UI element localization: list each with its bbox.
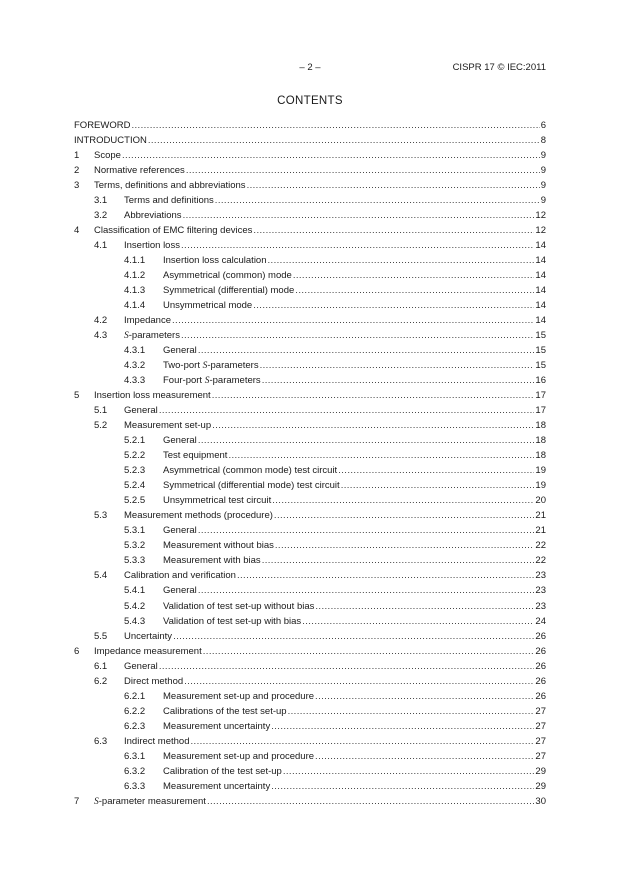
- dot-leader: [198, 433, 535, 448]
- toc-entry[interactable]: [74, 719, 546, 734]
- toc-entry-title: INTRODUCTION: [74, 133, 148, 148]
- toc-entry[interactable]: [74, 208, 546, 223]
- dot-leader: [148, 133, 540, 148]
- dot-leader: [274, 508, 535, 523]
- toc-entry-page: 29: [535, 780, 546, 792]
- toc-entry-title: S-parameters: [124, 328, 181, 344]
- toc-entry-page: 15: [535, 345, 546, 357]
- toc-entry-title: Unsymmetrical mode: [163, 298, 253, 313]
- toc-entry[interactable]: [74, 614, 546, 629]
- dot-leader: [207, 794, 534, 809]
- toc-entry[interactable]: [74, 328, 546, 343]
- toc-entry-page: 27: [535, 705, 546, 717]
- dot-leader: [338, 463, 534, 478]
- toc-entry-number: 5.5: [94, 630, 108, 642]
- toc-entry-number: 5.2: [94, 420, 108, 432]
- toc-entry-number: 4.1: [94, 240, 108, 252]
- dot-leader: [302, 614, 534, 629]
- toc-entry[interactable]: [74, 373, 546, 388]
- toc-entry[interactable]: [74, 403, 546, 418]
- toc-entry-number: 4.2: [94, 315, 108, 327]
- toc-entry[interactable]: [74, 779, 546, 794]
- toc-entry[interactable]: [74, 343, 546, 358]
- toc-entry-number: 5.4.3: [124, 615, 146, 627]
- toc-entry[interactable]: [74, 148, 546, 163]
- dot-leader: [253, 223, 534, 238]
- dot-leader: [271, 719, 534, 734]
- toc-entry-page: 12: [535, 225, 546, 237]
- toc-entry[interactable]: [74, 478, 546, 493]
- table-of-contents: [74, 118, 546, 809]
- toc-entry-number: 3.2: [94, 210, 108, 222]
- toc-entry-number: 6.2: [94, 675, 108, 687]
- toc-entry-number: 5.4.1: [124, 585, 146, 597]
- toc-entry-number: 6.2.2: [124, 705, 146, 717]
- toc-entry-page: 26: [535, 645, 546, 657]
- toc-entry-page: 14: [535, 315, 546, 327]
- toc-entry-title: Calibration and verification: [124, 568, 237, 583]
- toc-entry-number: 4.1.4: [124, 300, 146, 312]
- dot-leader: [159, 659, 535, 674]
- toc-entry-title: Impedance measurement: [94, 644, 203, 659]
- toc-entry-page: 27: [535, 720, 546, 732]
- toc-entry-number: 3.1: [94, 195, 108, 207]
- toc-entry[interactable]: [74, 583, 546, 598]
- toc-entry-number: 5.3.3: [124, 555, 146, 567]
- toc-entry[interactable]: [74, 178, 546, 193]
- toc-entry-page: 21: [535, 525, 546, 537]
- toc-entry-number: 4.3: [94, 330, 108, 342]
- toc-entry-number: 4.3.2: [124, 360, 146, 372]
- toc-entry-number: 6.1: [94, 660, 108, 672]
- toc-entry-title: Impedance: [124, 313, 172, 328]
- toc-entry-number: 5.3.2: [124, 540, 146, 552]
- toc-entry-title: Classification of EMC filtering devices: [94, 223, 253, 238]
- toc-entry-page: 14: [535, 285, 546, 297]
- dot-leader: [131, 118, 539, 133]
- toc-entry-number: 4.1.1: [124, 255, 146, 267]
- toc-entry[interactable]: [74, 553, 546, 568]
- toc-entry-page: 30: [535, 795, 546, 807]
- toc-entry[interactable]: [74, 674, 546, 689]
- dot-leader: [212, 418, 534, 433]
- toc-entry-page: 26: [535, 660, 546, 672]
- toc-entry-title: Measurement set-up and procedure: [163, 749, 315, 764]
- toc-entry-number: 5.2.3: [124, 465, 146, 477]
- toc-entry-number: 5.2.2: [124, 450, 146, 462]
- toc-entry-number: 5.3.1: [124, 525, 146, 537]
- toc-entry-title: Insertion loss calculation: [163, 253, 268, 268]
- toc-entry-title: Abbreviations: [124, 208, 183, 223]
- toc-entry-page: 18: [535, 420, 546, 432]
- dot-leader: [173, 629, 534, 644]
- toc-entry-page: 17: [535, 405, 546, 417]
- toc-entry[interactable]: [74, 193, 546, 208]
- toc-entry-title: Validation of test set-up without bias: [163, 599, 315, 614]
- dot-leader: [172, 313, 534, 328]
- toc-entry-page: 26: [535, 690, 546, 702]
- toc-entry-page: 9: [540, 165, 546, 177]
- toc-entry-title: Scope: [94, 148, 122, 163]
- toc-entry-title: Uncertainty: [124, 629, 173, 644]
- toc-entry[interactable]: [74, 538, 546, 553]
- dot-leader: [315, 749, 534, 764]
- toc-entry-number: 6.3.3: [124, 780, 146, 792]
- toc-entry-page: 21: [535, 510, 546, 522]
- toc-entry-number: 6.2.3: [124, 720, 146, 732]
- dot-leader: [237, 568, 534, 583]
- dot-leader: [215, 193, 540, 208]
- toc-entry-title: Measurement set-up: [124, 418, 212, 433]
- toc-entry-title: Indirect method: [124, 734, 190, 749]
- toc-entry-page: 27: [535, 750, 546, 762]
- toc-entry-page: 23: [535, 585, 546, 597]
- toc-entry-page: 19: [535, 465, 546, 477]
- toc-entry-title: General: [163, 583, 198, 598]
- toc-entry-title: Calibrations of the test set-up: [163, 704, 288, 719]
- toc-entry-page: 22: [535, 540, 546, 552]
- toc-entry-number: 5.2.4: [124, 480, 146, 492]
- dot-leader: [260, 358, 535, 373]
- dot-leader: [283, 764, 535, 779]
- toc-entry-title: General: [124, 403, 159, 418]
- toc-entry-number: 4.1.3: [124, 285, 146, 297]
- dot-leader: [247, 178, 540, 193]
- dot-leader: [253, 298, 534, 313]
- dot-leader: [212, 388, 535, 403]
- toc-entry[interactable]: [74, 629, 546, 644]
- toc-entry[interactable]: [74, 704, 546, 719]
- toc-entry-page: 9: [540, 195, 546, 207]
- toc-entry-title: Asymmetrical (common mode) test circuit: [163, 463, 338, 478]
- contents-title: CONTENTS: [277, 95, 343, 107]
- toc-entry-page: 14: [535, 300, 546, 312]
- toc-entry-number: 5.1: [94, 405, 108, 417]
- toc-entry-title: Measurement with bias: [163, 553, 262, 568]
- toc-entry[interactable]: [74, 283, 546, 298]
- toc-entry-title: Unsymmetrical test circuit: [163, 493, 272, 508]
- toc-entry-page: 16: [535, 375, 546, 387]
- toc-entry-page: 12: [535, 210, 546, 222]
- dot-leader: [184, 674, 534, 689]
- toc-entry-page: 9: [540, 180, 546, 192]
- toc-entry-page: 18: [535, 450, 546, 462]
- toc-entry-number: 6.2.1: [124, 690, 146, 702]
- toc-entry-page: 17: [535, 390, 546, 402]
- toc-entry[interactable]: [74, 659, 546, 674]
- toc-entry-title: Measurement without bias: [163, 538, 275, 553]
- toc-entry-number: 6.3.2: [124, 765, 146, 777]
- toc-entry[interactable]: [74, 268, 546, 283]
- toc-entry[interactable]: [74, 644, 546, 659]
- toc-entry-title: Four-port S-parameters: [163, 373, 262, 389]
- toc-entry-number: 2: [74, 165, 80, 177]
- toc-entry-page: 8: [540, 135, 546, 147]
- toc-entry-number: 5.4.2: [124, 600, 146, 612]
- toc-entry[interactable]: [74, 253, 546, 268]
- toc-entry-page: 15: [535, 360, 546, 372]
- toc-entry-number: 4.3.1: [124, 345, 146, 357]
- toc-entry[interactable]: [74, 313, 546, 328]
- dot-leader: [122, 148, 540, 163]
- toc-entry[interactable]: [74, 238, 546, 253]
- dot-leader: [262, 373, 535, 388]
- toc-entry-number: 4: [74, 225, 80, 237]
- dot-leader: [183, 208, 535, 223]
- toc-entry-title: Terms, definitions and abbreviations: [94, 178, 247, 193]
- toc-entry-title: Two-port S-parameters: [163, 358, 260, 374]
- toc-entry-page: 14: [535, 240, 546, 252]
- dot-leader: [190, 734, 534, 749]
- toc-entry-page: 14: [535, 255, 546, 267]
- toc-entry-title: Measurement methods (procedure): [124, 508, 274, 523]
- toc-entry-title: Insertion loss: [124, 238, 181, 253]
- dot-leader: [198, 523, 535, 538]
- dot-leader: [293, 268, 535, 283]
- toc-entry[interactable]: [74, 689, 546, 704]
- toc-entry-title: General: [163, 523, 198, 538]
- toc-entry[interactable]: [74, 223, 546, 238]
- toc-entry-number: 4.3.3: [124, 375, 146, 387]
- toc-entry-number: 5.2.5: [124, 495, 146, 507]
- toc-entry-title: Symmetrical (differential mode) test circuit: [163, 478, 341, 493]
- toc-entry-title: Symmetrical (differential) mode: [163, 283, 295, 298]
- toc-entry-title: Insertion loss measurement: [94, 388, 212, 403]
- toc-entry-title: Terms and definitions: [124, 193, 215, 208]
- toc-entry-page: 14: [535, 270, 546, 282]
- toc-entry-number: 7: [74, 795, 80, 807]
- toc-entry-number: 5.4: [94, 570, 108, 582]
- dot-leader: [295, 283, 534, 298]
- dot-leader: [159, 403, 535, 418]
- dot-leader: [341, 478, 535, 493]
- dot-leader: [198, 343, 535, 358]
- toc-entry-title: Measurement uncertainty: [163, 779, 271, 794]
- toc-entry-page: 23: [535, 570, 546, 582]
- toc-entry-number: 5: [74, 390, 80, 402]
- dot-leader: [262, 553, 535, 568]
- toc-entry-page: 15: [535, 330, 546, 342]
- toc-entry-page: 23: [535, 600, 546, 612]
- toc-entry-page: 19: [535, 480, 546, 492]
- toc-entry-number: 6.3.1: [124, 750, 146, 762]
- toc-entry-title: Asymmetrical (common) mode: [163, 268, 293, 283]
- toc-entry[interactable]: [74, 599, 546, 614]
- toc-entry[interactable]: [74, 388, 546, 403]
- page-number: – 2 –: [299, 62, 321, 73]
- toc-entry[interactable]: [74, 418, 546, 433]
- toc-entry[interactable]: [74, 764, 546, 779]
- toc-entry-title: FOREWORD: [74, 118, 131, 133]
- dot-leader: [186, 163, 540, 178]
- toc-entry-page: 20: [535, 495, 546, 507]
- toc-entry[interactable]: [74, 133, 546, 148]
- dot-leader: [181, 328, 534, 343]
- toc-entry[interactable]: [74, 523, 546, 538]
- document-reference: CISPR 17 © IEC:2011: [452, 62, 546, 73]
- toc-entry-page: 24: [535, 615, 546, 627]
- toc-entry[interactable]: [74, 358, 546, 373]
- dot-leader: [268, 253, 535, 268]
- toc-entry-page: 6: [540, 120, 546, 131]
- toc-entry[interactable]: [74, 118, 546, 133]
- toc-entry-page: 26: [535, 675, 546, 687]
- dot-leader: [288, 704, 535, 719]
- dot-leader: [271, 779, 534, 794]
- toc-entry-number: 6: [74, 645, 80, 657]
- toc-entry-number: 5.3: [94, 510, 108, 522]
- toc-entry-number: 3: [74, 180, 80, 192]
- toc-entry-title: General: [163, 343, 198, 358]
- toc-entry-number: 4.1.2: [124, 270, 146, 282]
- toc-entry-title: Test equipment: [163, 448, 228, 463]
- toc-entry[interactable]: [74, 508, 546, 523]
- toc-entry-title: Calibration of the test set-up: [163, 764, 283, 779]
- toc-entry[interactable]: [74, 568, 546, 583]
- toc-entry[interactable]: [74, 794, 546, 809]
- toc-entry[interactable]: [74, 463, 546, 478]
- dot-leader: [198, 583, 535, 598]
- toc-entry-page: 18: [535, 435, 546, 447]
- toc-entry[interactable]: [74, 749, 546, 764]
- toc-entry-title: General: [124, 659, 159, 674]
- toc-entry[interactable]: [74, 734, 546, 749]
- toc-entry-title: S-parameter measurement: [94, 794, 207, 810]
- dot-leader: [203, 644, 535, 659]
- toc-entry-page: 29: [535, 765, 546, 777]
- dot-leader: [272, 493, 534, 508]
- toc-entry-page: 9: [540, 150, 546, 162]
- toc-entry[interactable]: [74, 433, 546, 448]
- toc-entry[interactable]: [74, 163, 546, 178]
- dot-leader: [315, 689, 534, 704]
- dot-leader: [181, 238, 534, 253]
- toc-entry-page: 26: [535, 630, 546, 642]
- toc-entry[interactable]: [74, 298, 546, 313]
- toc-entry[interactable]: [74, 448, 546, 463]
- toc-entry[interactable]: [74, 493, 546, 508]
- toc-entry-title: Validation of test set-up with bias: [163, 614, 302, 629]
- toc-entry-number: 5.2.1: [124, 435, 146, 447]
- toc-entry-title: Normative references: [94, 163, 186, 178]
- dot-leader: [275, 538, 535, 553]
- toc-entry-title: Direct method: [124, 674, 184, 689]
- toc-entry-number: 6.3: [94, 735, 108, 747]
- toc-entry-title: General: [163, 433, 198, 448]
- toc-entry-title: Measurement uncertainty: [163, 719, 271, 734]
- dot-leader: [315, 599, 534, 614]
- toc-entry-number: 1: [74, 150, 80, 162]
- toc-entry-title: Measurement set-up and procedure: [163, 689, 315, 704]
- toc-entry-page: 22: [535, 555, 546, 567]
- dot-leader: [228, 448, 534, 463]
- toc-entry-page: 27: [535, 735, 546, 747]
